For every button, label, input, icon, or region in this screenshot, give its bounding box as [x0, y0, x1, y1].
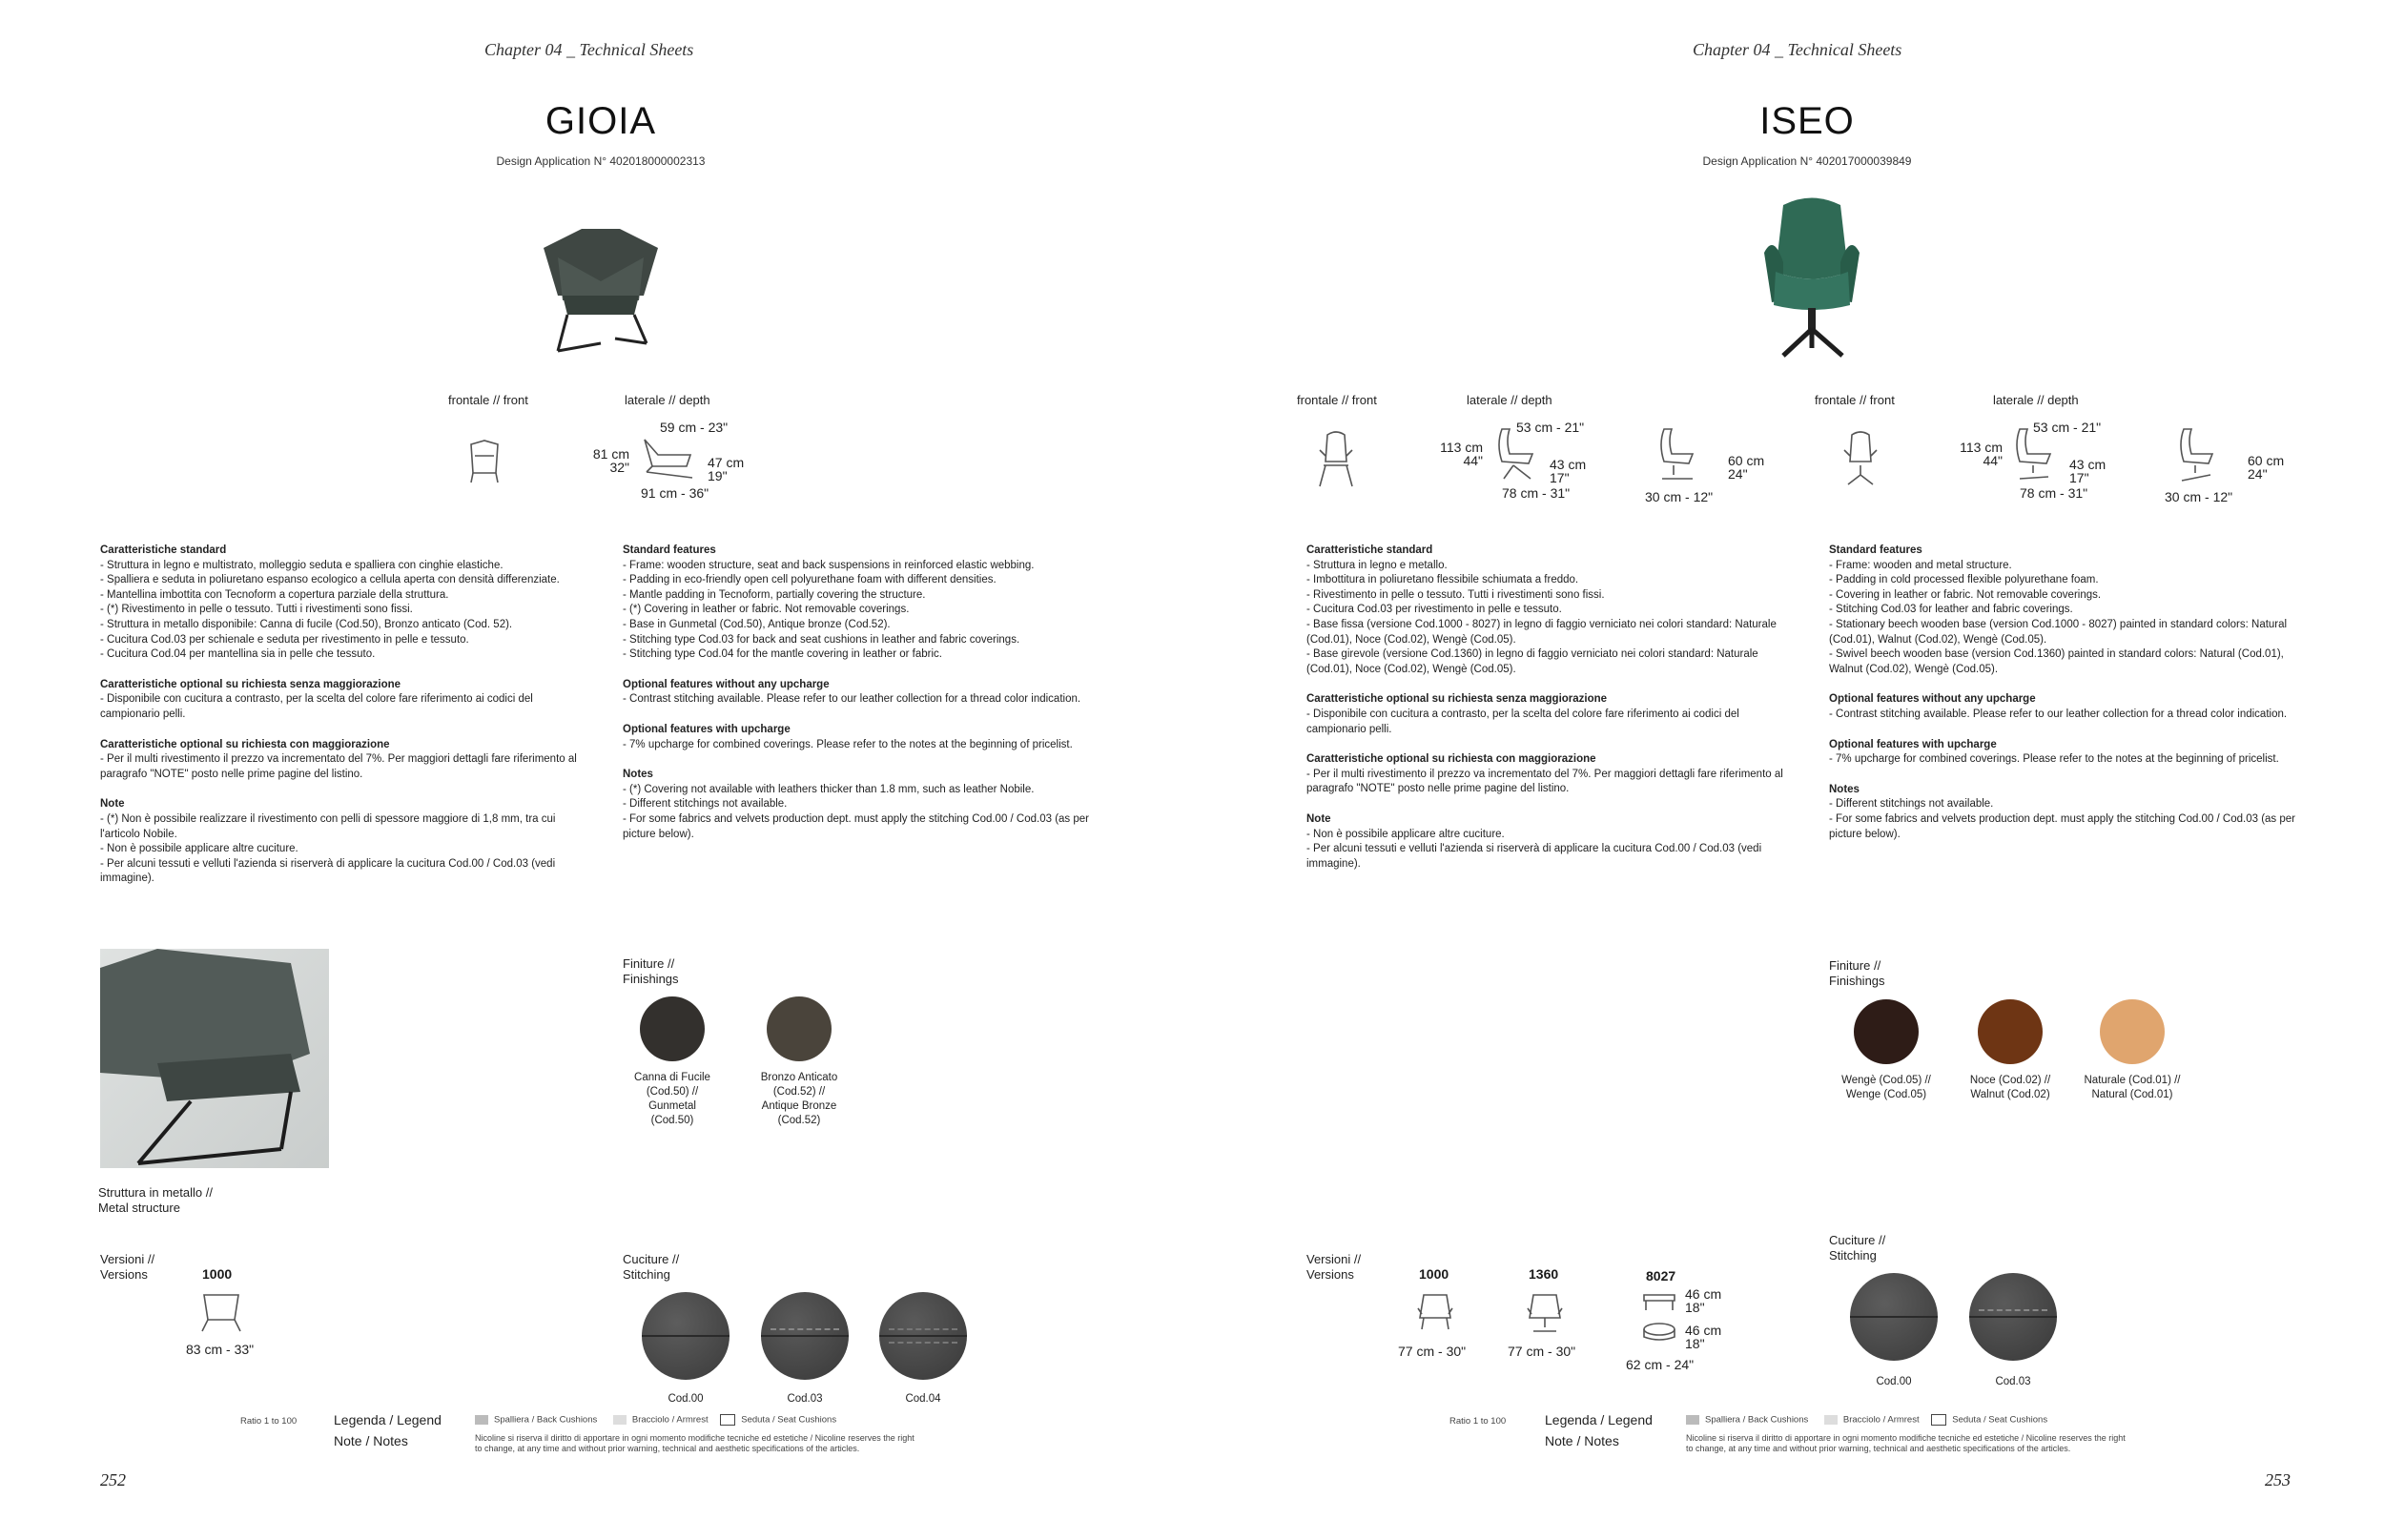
legend-item: Bracciolo / Armrest	[631, 1414, 709, 1426]
section-body: - Struttura in legno e multistrato, molleggio seduta e spalliera con cinghie elastiche. - Spalliera e seduta in poliuretano espanso ecologico a cellula aperta con densità differenziate. - Mantellina imbottita con Tecnoform a copertura parziale della struttura. - (*) Rivestimento in pelle o tessuto. Tutti i rivestimenti sono fissi. - Struttura in metallo disponibile: Canna di fucile (Cod.50), Bronzo anticato (Cod. 52). - Cucitura Cod.03 per schienale e seduta per rivestimento in pelle e tessuto. - Cucitura Cod.04 per mantellina sia in pelle che tessuto.	[100, 559, 560, 661]
versions-title: Versioni // Versions	[100, 1252, 155, 1282]
section-body: - Per il multi rivestimento il prezzo va incrementato del 7%. Per maggiori dettagli fare riferimento al paragrafo "NOTE" posto nelle prime pagine del listino.	[100, 753, 577, 780]
legend-label: Legenda / Legend	[1545, 1412, 1653, 1427]
dim-depth: 91 cm - 36"	[641, 485, 709, 501]
finish-swatch-gunmetal[interactable]	[640, 996, 705, 1061]
version-size: 83 cm - 33"	[186, 1342, 255, 1357]
section-body: - Contrast stitching available. Please refer to our leather collection for a thread color indication.	[1829, 708, 2288, 720]
version-8027-h1: 46 cm	[1685, 1286, 1722, 1302]
section-title: Caratteristiche standard	[1306, 544, 1433, 556]
legend-item: Spalliera / Back Cushions	[1705, 1414, 1809, 1426]
disclaimer: Nicoline si riserva il diritto di apportare in ogni momento modifiche tecniche ed estetiche / Nicoline reserves the right to change, at any time and without prior warning, technical and aesthetic specifications of the articles.	[1686, 1433, 2126, 1453]
stitching-title: Cuciture // Stitching	[623, 1252, 680, 1282]
finishings-title: Finiture // Finishings	[1829, 958, 1885, 988]
ratio-label: Ratio 1 to 100	[240, 1416, 298, 1427]
section-title: Note	[100, 798, 125, 811]
dim-seat-cm: 43 cm	[1550, 457, 1587, 472]
legend-swatch-armrest	[1824, 1415, 1838, 1425]
front-view-drawing	[1316, 429, 1356, 491]
dim-depth: 78 cm - 31"	[2020, 485, 2088, 501]
legend-swatch-seat	[720, 1414, 735, 1426]
stitch-label: Cod.04	[905, 1393, 941, 1405]
legend-label: Legenda / Legend	[334, 1412, 442, 1427]
metal-structure-caption: Struttura in metallo // Metal structure	[98, 1185, 213, 1215]
section-body: - (*) Non è possibile realizzare il rivestimento con pelli di spessore maggiore di 1,8 mm, tra cui l'articolo Nobile. - Non è possibile applicare altre cuciture. - Per alcuni tessuti e velluti l'azienda si riserverà di applicare la cucitura Cod.00 / Cod.03 (vedi immagine).	[100, 812, 556, 885]
section-body: - Different stitchings not available. - For some fabrics and velvets production dept. must apply the stitching Cod.00 / Cod.03 (as per picture below).	[1829, 798, 2295, 840]
legend-item: Seduta / Seat Cushions	[1952, 1414, 2048, 1426]
section-title: Caratteristiche optional su richiesta senza maggiorazione	[1306, 693, 1608, 706]
finishings-title: Finiture // Finishings	[623, 956, 679, 986]
section-title: Notes	[623, 769, 653, 781]
view-depth-label: laterale // depth	[625, 393, 710, 407]
page-number: 252	[100, 1470, 126, 1489]
page-number: 253	[2265, 1470, 2291, 1489]
version-size: 77 cm - 30"	[1398, 1344, 1467, 1359]
stitch-swatch-cod04[interactable]	[879, 1292, 967, 1380]
dim-top: 59 cm - 23"	[660, 420, 729, 435]
legend-item: Spalliera / Back Cushions	[494, 1414, 598, 1426]
section-body: - Frame: wooden structure, seat and back suspensions in reinforced elastic webbing. - Padding in eco-friendly open cell polyurethane foam with different densities. - Mantle padding in Tecnoform, partially covering the structure. - (*) Covering in leather or fabric. Not removable coverings. - Base in Gunmetal (Cod.50), Antique bronze (Cod.52). - Stitching type Cod.03 for back and seat cushions in leather and fabric coverings. - Stitching type Cod.04 for the mantle covering in leather or fabric.	[623, 559, 1035, 661]
dim-top: 53 cm - 21"	[1516, 420, 1585, 435]
spec-italian	[100, 544, 586, 902]
section-title: Optional features without any upcharge	[1829, 693, 2036, 706]
dim-seat-in: 19"	[708, 468, 728, 483]
front-view-drawing	[465, 437, 504, 486]
legend-swatch-back	[475, 1415, 488, 1425]
dim-side-in: 24"	[2248, 466, 2268, 482]
legend-swatch-seat	[1931, 1414, 1946, 1426]
stitch-swatch-cod03[interactable]	[761, 1292, 849, 1380]
spec-italian	[1306, 544, 1793, 887]
section-body: - Struttura in legno e metallo. - Imbottitura in poliuretano flessibile schiumata a freddo. - Rivestimento in pelle o tessuto. Tutti i rivestimenti sono fissi. - Cucitura Cod.03 per rivestimento in pelle e tessuto. - Base fissa (versione Cod.1000 - 8027) in legno di faggio verniciato nei colori standard: Naturale (Cod.01), Noce (Cod.02), Wengè (Cod.05). - Base girevole (versione Cod.1360) in legno di faggio verniciato nei colori standard: Naturale (Cod.01), Noce (Cod.02), Wengè (Cod.05).	[1306, 559, 1777, 675]
view-depth-label: laterale // depth	[1993, 393, 2079, 407]
gioia-product-photo	[524, 200, 677, 358]
stitching-title: Cuciture // Stitching	[1829, 1233, 1886, 1263]
version-1000-drawing	[1414, 1289, 1456, 1337]
version-8027-drawing	[1640, 1287, 1678, 1345]
finish-swatch-natural[interactable]	[2100, 999, 2165, 1064]
section-body: - Non è possibile applicare altre cuciture. - Per alcuni tessuti e velluti l'azienda si riserverà di applicare la cucitura Cod.00 / Cod.03 (vedi immagine).	[1306, 828, 1762, 870]
dim-seat-in: 17"	[2069, 470, 2089, 485]
dim-height-in: 32"	[609, 460, 629, 475]
section-title: Standard features	[1829, 544, 1922, 556]
finish-swatch-antique-bronze[interactable]	[767, 996, 832, 1061]
version-8027-h2-in: 18"	[1685, 1336, 1705, 1351]
section-body: - Disponibile con cucitura a contrasto, per la scelta del colore fare riferimento ai codici del campionario pelli.	[100, 693, 533, 720]
dim-height-cm: 113 cm	[1440, 440, 1483, 455]
section-body: - Disponibile con cucitura a contrasto, per la scelta del colore fare riferimento ai codici del campionario pelli.	[1306, 708, 1739, 735]
dim-seat-cm: 43 cm	[2069, 457, 2107, 472]
design-application: Design Application N° 402018000002313	[496, 154, 706, 168]
stitch-label: Cod.03	[1995, 1376, 2031, 1387]
section-title: Notes	[1829, 783, 1860, 795]
dim-side-depth: 30 cm - 12"	[1645, 489, 1714, 504]
section-title: Standard features	[623, 544, 716, 556]
notes-label: Note / Notes	[1545, 1433, 1619, 1448]
section-title: Optional features with upcharge	[623, 723, 791, 735]
stitch-label: Cod.00	[668, 1393, 704, 1405]
dim-side-cm: 60 cm	[1728, 453, 1765, 468]
legend-items	[475, 1414, 836, 1426]
dim-side-depth: 30 cm - 12"	[2165, 489, 2233, 504]
dim-height-in: 44"	[1463, 453, 1483, 468]
version-code: 1000	[1419, 1266, 1449, 1282]
section-title: Caratteristiche optional su richiesta con maggiorazione	[100, 738, 390, 750]
version-8027-h2: 46 cm	[1685, 1323, 1722, 1338]
dim-side-in: 24"	[1728, 466, 1748, 482]
ratio-label: Ratio 1 to 100	[1449, 1416, 1507, 1427]
spec-english	[1829, 544, 2315, 857]
iseo-product-photo	[1755, 195, 1869, 362]
dim-height-cm: 81 cm	[592, 446, 629, 462]
stitch-label: Cod.00	[1876, 1376, 1912, 1387]
section-title: Caratteristiche standard	[100, 544, 227, 556]
notes-label: Note / Notes	[334, 1433, 408, 1448]
product-title: ISEO	[1759, 100, 1855, 142]
dim-top: 53 cm - 21"	[2033, 420, 2102, 435]
spec-english	[623, 544, 1109, 857]
view-front-label: frontale // front	[448, 393, 528, 407]
finish-label: Bronzo Anticato (Cod.52) // Antique Bronze (Cod.52)	[760, 1072, 838, 1126]
stitch-swatch-cod00[interactable]	[642, 1292, 730, 1380]
view-front-label: frontale // front	[1297, 393, 1377, 407]
legend-swatch-back	[1686, 1415, 1699, 1425]
chapter-header: Chapter 04 _ Technical Sheets	[484, 40, 694, 59]
legend-item: Seduta / Seat Cushions	[741, 1414, 837, 1426]
section-body: - Per il multi rivestimento il prezzo va incrementato del 7%. Per maggiori dettagli fare riferimento al paragrafo "NOTE" posto nelle prime pagine del listino.	[1306, 768, 1783, 795]
version-8027-h1-in: 18"	[1685, 1300, 1705, 1315]
swivel-side-drawing	[2174, 425, 2222, 484]
legend-item: Bracciolo / Armrest	[1842, 1414, 1920, 1426]
stitch-label: Cod.03	[787, 1393, 823, 1405]
disclaimer: Nicoline si riserva il diritto di apportare in ogni momento modifiche tecniche ed estetiche / Nicoline reserves the right to change, at any time and without prior warning, technical and aesthetic specifications of the articles.	[475, 1433, 915, 1453]
view-front-label: frontale // front	[1815, 393, 1895, 407]
dim-height-cm: 113 cm	[1960, 440, 2003, 455]
finish-label: Canna di Fucile (Cod.50) // Gunmetal (Cod.50)	[634, 1072, 710, 1126]
finish-swatch-walnut[interactable]	[1978, 999, 2043, 1064]
finish-label: Naturale (Cod.01) // Natural (Cod.01)	[2084, 1075, 2181, 1100]
swivel-side-drawing	[1654, 425, 1702, 484]
version-size: 77 cm - 30"	[1508, 1344, 1576, 1359]
finish-label: Wengè (Cod.05) // Wenge (Cod.05)	[1841, 1075, 1931, 1100]
chapter-header: Chapter 04 _ Technical Sheets	[1693, 40, 1902, 59]
design-application: Design Application N° 402017000039849	[1702, 154, 1912, 168]
dim-seat-in: 17"	[1550, 470, 1570, 485]
versions-title: Versioni // Versions	[1306, 1252, 1362, 1282]
version-code: 1000	[202, 1266, 233, 1282]
section-body: - 7% upcharge for combined coverings. Please refer to the notes at the beginning of pricelist.	[623, 738, 1073, 750]
depth-view-drawing	[639, 434, 698, 483]
stitch-swatch-cod00[interactable]	[1850, 1273, 1938, 1361]
legend-items	[1686, 1414, 2047, 1426]
section-body: - 7% upcharge for combined coverings. Please refer to the notes at the beginning of pricelist.	[1829, 753, 2279, 766]
version-1000-drawing	[196, 1289, 246, 1337]
product-title: GIOIA	[545, 100, 657, 142]
version-1360-drawing	[1524, 1289, 1566, 1337]
legend-swatch-armrest	[613, 1415, 627, 1425]
dim-side-cm: 60 cm	[2248, 453, 2285, 468]
version-size: 62 cm - 24"	[1626, 1357, 1695, 1372]
finish-label: Noce (Cod.02) // Walnut (Cod.02)	[1969, 1075, 2051, 1100]
section-title: Caratteristiche optional su richiesta senza maggiorazione	[100, 678, 401, 690]
dim-seat-cm: 47 cm	[708, 455, 745, 470]
finish-swatch-wenge[interactable]	[1854, 999, 1919, 1064]
front-view-drawing	[1840, 429, 1880, 491]
section-title: Optional features with upcharge	[1829, 738, 1997, 750]
metal-structure-photo	[100, 949, 329, 1168]
section-title: Caratteristiche optional su richiesta con maggiorazione	[1306, 753, 1596, 766]
section-body: - (*) Covering not available with leathers thicker than 1.8 mm, such as leather Nobile. - Different stitchings not available. - For some fabrics and velvets production dept. must apply the stitching Cod.00 / Cod.03 (as per picture below).	[623, 783, 1089, 840]
version-code: 1360	[1529, 1266, 1559, 1282]
view-depth-label: laterale // depth	[1467, 393, 1552, 407]
stitch-swatch-cod03[interactable]	[1969, 1273, 2057, 1361]
section-body: - Contrast stitching available. Please refer to our leather collection for a thread color indication.	[623, 693, 1081, 706]
section-title: Optional features without any upcharge	[623, 678, 830, 690]
dim-height-in: 44"	[1983, 453, 2003, 468]
dim-depth: 78 cm - 31"	[1502, 485, 1571, 501]
section-body: - Frame: wooden and metal structure. - Padding in cold processed flexible polyurethane foam. - Covering in leather or fabric. Not removable coverings. - Stitching Cod.03 for leather and fabric coverings. - Stationary beech wooden base (version Cod.1000 - 8027) painted in standard colors: Natural (Cod.01), Walnut (Cod.02), Wengè (Cod.05). - Swivel beech wooden base (version Cod.1360) painted in standard colors: Natural (Cod.01), Walnut (Cod.02), Wengè (Cod.05).	[1829, 559, 2288, 675]
section-title: Note	[1306, 812, 1331, 825]
version-code: 8027	[1646, 1268, 1676, 1283]
